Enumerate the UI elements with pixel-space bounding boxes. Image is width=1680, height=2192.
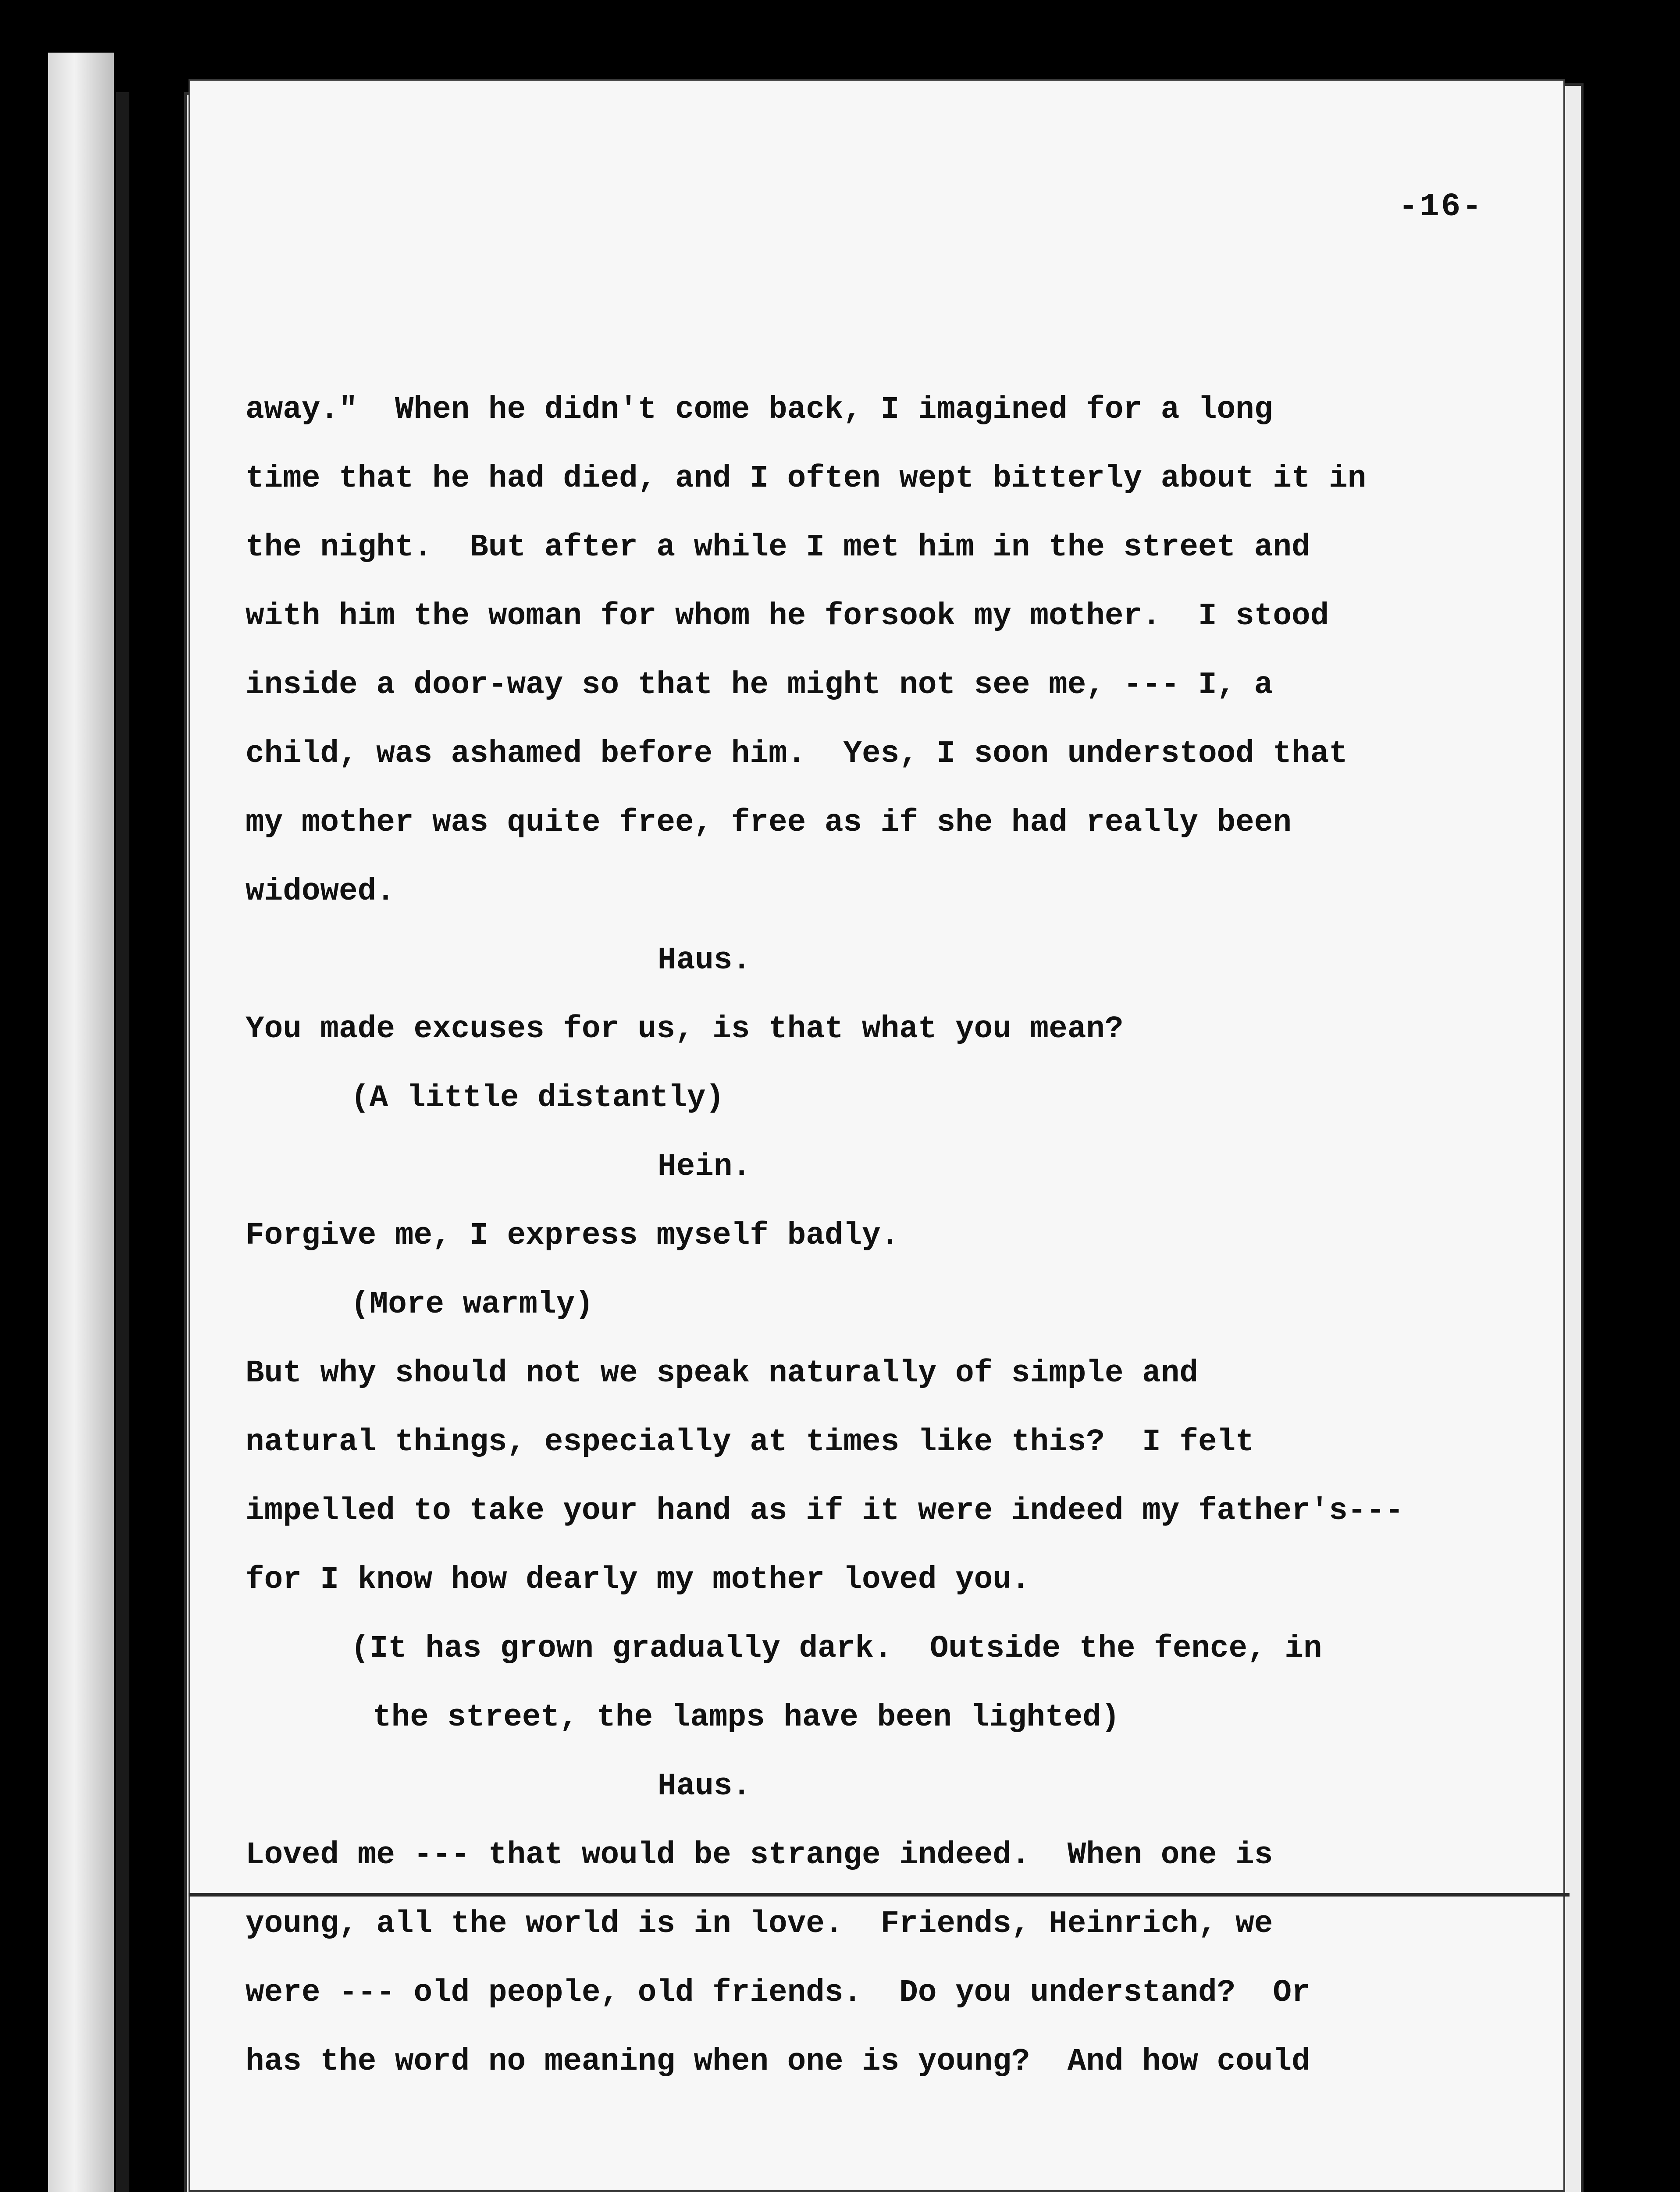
dialogue-line: the night. But after a while I met him in the street and	[246, 530, 1310, 565]
dialogue-line: impelled to take your hand as if it were indeed my father's---	[246, 1494, 1404, 1529]
page-fold-line	[189, 1893, 1570, 1897]
dialogue-line: my mother was quite free, free as if she had really been	[246, 805, 1292, 840]
dialogue-line: away." When he didn't come back, I imagined for a long	[246, 392, 1273, 427]
stage-direction: the street, the lamps have been lighted)	[373, 1700, 1120, 1735]
dialogue-line: young, all the world is in love. Friends, Heinrich, we	[246, 1907, 1273, 1942]
dialogue-line: were --- old people, old friends. Do you understand? Or	[246, 1975, 1310, 2011]
page-number: -16-	[1399, 189, 1484, 225]
speaker-name: Haus.	[658, 943, 751, 978]
dialogue-line: Loved me --- that would be strange indeed. When one is	[246, 1838, 1273, 1873]
speaker-name: Hein.	[658, 1149, 751, 1185]
speaker-name: Haus.	[658, 1769, 751, 1804]
stage-direction: (More warmly)	[351, 1287, 594, 1322]
dialogue-line: with him the woman for whom he forsook my mother. I stood	[246, 599, 1329, 634]
dialogue-line: time that he had died, and I often wept bitterly about it in	[246, 461, 1367, 496]
stage-direction: (A little distantly)	[351, 1081, 725, 1116]
scan-left-edge	[48, 53, 114, 2192]
scan-binding-strip	[116, 92, 129, 2192]
dialogue-line: But why should not we speak naturally of simple and	[246, 1356, 1198, 1391]
dialogue-line: for I know how dearly my mother loved you.	[246, 1562, 1030, 1598]
dialogue-line: natural things, especially at times like this? I felt	[246, 1425, 1254, 1460]
dialogue-line: has the word no meaning when one is young? And how could	[246, 2044, 1310, 2079]
dialogue-line: child, was ashamed before him. Yes, I soon understood that	[246, 737, 1348, 772]
dialogue-line: Forgive me, I express myself badly.	[246, 1218, 900, 1253]
stage-direction: (It has grown gradually dark. Outside the fence, in	[351, 1631, 1322, 1666]
dialogue-line: You made excuses for us, is that what you mean?	[246, 1012, 1124, 1047]
dialogue-line: inside a door-way so that he might not see me, --- I, a	[246, 668, 1273, 703]
dialogue-line: widowed.	[246, 874, 395, 909]
